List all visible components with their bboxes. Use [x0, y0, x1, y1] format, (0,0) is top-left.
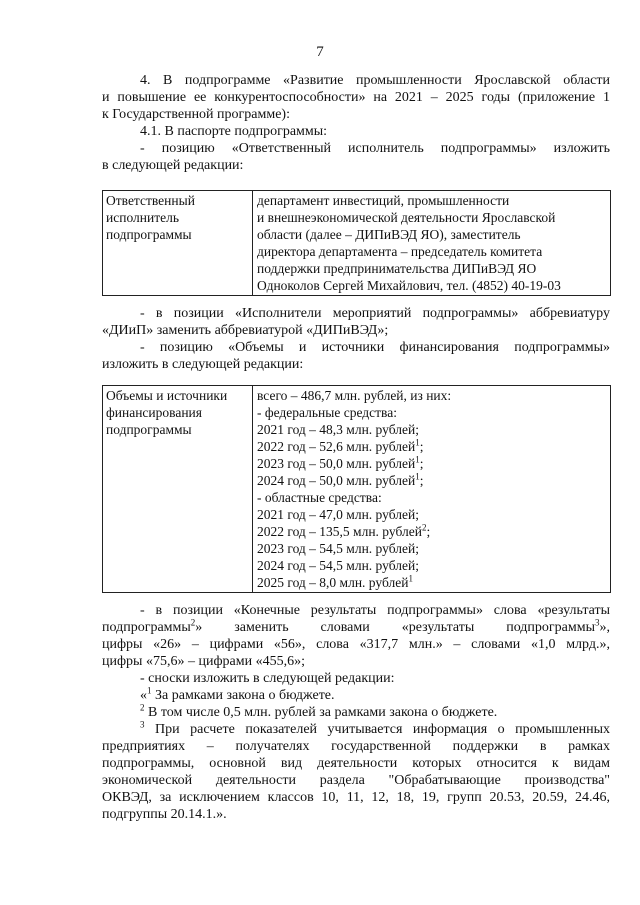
table2-footnote-mark: 1 — [415, 454, 420, 465]
table2-value-text: 2022 год – 135,5 млн. рублей — [257, 524, 422, 539]
table2-value-line — [257, 489, 607, 506]
table2-value-line — [257, 455, 607, 472]
table2-value-text: всего – 486,7 млн. рублей, из них: — [257, 388, 452, 403]
table2-value-line — [257, 472, 607, 489]
responsible-executor-table — [102, 190, 611, 296]
para6-line2c: », — [599, 620, 610, 635]
table1-value-line: области (далее – ДИПиВЭД ЯО), заместитель — [257, 227, 521, 242]
table2-footnote-mark: 1 — [408, 573, 413, 584]
footnote1-prefix: « — [140, 688, 147, 703]
footnote3-sup: 3 — [140, 719, 145, 730]
para4-line2: «ДИиП» заменить аббревиатурой «ДИПиВЭД»; — [102, 323, 389, 338]
para1-line2: и повышение ее конкурентоспособности» на 2021 – 2025 годы (приложение 1 — [102, 90, 610, 105]
table2-value-line — [257, 506, 607, 523]
table1-value-line: поддержки предпринимательства ДИПиВЭД ЯО — [257, 261, 537, 276]
page-number: 7 — [316, 44, 324, 60]
para3-line2: в следующей редакции: — [102, 158, 244, 173]
footnote2-text: В том числе 0,5 млн. рублей за рамками закона о бюджете. — [144, 705, 498, 720]
financing-table — [102, 385, 611, 593]
table2-value-cell — [253, 386, 611, 593]
para6-line1: - в позиции «Конечные результаты подпрограммы» слова «результаты — [140, 603, 610, 618]
footnote-3-line5: ОКВЭД, за исключением классов 10, 11, 12, 18, 19, групп 20.53, 20.59, 24.46, — [102, 790, 610, 805]
table2-value-text: - областные средства: — [257, 490, 382, 505]
para4-line1: - в позиции «Исполнители мероприятий подпрограммы» аббревиатуру — [140, 306, 610, 321]
table2-value-line — [257, 404, 607, 421]
paragraph-executors — [102, 305, 610, 373]
footnote-3-line6: подгруппы 20.14.1.». — [102, 807, 227, 822]
table2-value-text: 2023 год – 50,0 млн. рублей — [257, 456, 416, 471]
table2-footnote-mark: 1 — [415, 437, 420, 448]
footnote-3-line4: экономической деятельности раздела "Обрабатывающие производства" — [102, 773, 610, 788]
table2-value-punct: ; — [419, 439, 424, 454]
table2-value-text: 2021 год – 48,3 млн. рублей; — [257, 422, 419, 437]
para5-line2: изложить в следующей редакции: — [102, 357, 304, 372]
table1-value-line: департамент инвестиций, промышленности — [257, 193, 510, 208]
para6-line2a: подпрограммы — [102, 620, 191, 635]
table2-value-text: 2024 год – 50,0 млн. рублей — [257, 473, 416, 488]
table1-value-line: и внешнеэкономической деятельности Ярославской — [257, 210, 556, 225]
footnote-1 — [102, 687, 610, 704]
paragraph-results — [102, 602, 610, 823]
table2-value-punct: ; — [419, 456, 424, 471]
footnote1-sup: 1 — [147, 685, 152, 696]
para6-line4: цифры «75,6» – цифрами «455,6»; — [102, 654, 305, 669]
table2-value-line — [257, 438, 607, 455]
table2-value-line — [257, 387, 607, 404]
footnote-3-line3: подпрограммы, основной вид деятельности которых относится к видам — [102, 756, 610, 771]
table2-value-punct: ; — [426, 524, 431, 539]
para1-line3: к Государственной программе): — [102, 107, 290, 122]
table2-value-text: 2024 год – 54,5 млн. рублей; — [257, 558, 419, 573]
footnote1-text: За рамками закона о бюджете. — [151, 688, 335, 703]
para6-sup2: 3 — [595, 617, 600, 628]
table2-value-line — [257, 540, 607, 557]
footnote-3-line2: предприятиях – получателях государственной поддержки в рамках — [102, 739, 610, 754]
table1-label-cell — [103, 191, 253, 296]
table2-label-line: Объемы и источники — [106, 388, 228, 403]
para5-line1: - позицию «Объемы и источники финансирования подпрограммы» — [140, 340, 610, 355]
table1-label-line: исполнитель — [106, 210, 179, 225]
table2-label-line: финансирования — [106, 405, 202, 420]
table2-footnote-mark: 2 — [421, 522, 427, 533]
para1-line1: 4. В подпрограмме «Развитие промышленности Ярославской области — [140, 73, 610, 88]
para2-passport: 4.1. В паспорте подпрограммы: — [140, 124, 328, 139]
table1-value-cell — [253, 191, 611, 296]
para7-footnotes-intro: - сноски изложить в следующей редакции: — [140, 671, 395, 686]
para6-line3: цифры «26» – цифрами «56», слова «317,7 млн.» – словами «1,0 млрд.», — [102, 637, 610, 652]
para3-line1: - позицию «Ответственный исполнитель подпрограммы» изложить — [140, 141, 610, 156]
footnote-3-line1 — [102, 721, 610, 738]
table2-value-line — [257, 557, 607, 574]
table2-value-line — [257, 421, 607, 438]
table2-value-text: - федеральные средства: — [257, 405, 397, 420]
footnote3-line1-text: При расчете показателей учитывается информация о промышленных — [144, 722, 610, 737]
paragraph-subprogram-intro — [102, 72, 610, 174]
table2-footnote-mark: 1 — [415, 471, 420, 482]
table1-value-line: директора департамента – председатель комитета — [257, 244, 543, 259]
table2-label-cell — [103, 386, 253, 593]
para6-line2b: » заменить словами «результаты подпрограммы — [195, 620, 595, 635]
table2-value-text: 2021 год – 47,0 млн. рублей; — [257, 507, 419, 522]
table2-value-line — [257, 523, 607, 540]
table2-value-text: 2025 год – 8,0 млн. рублей — [257, 575, 409, 590]
table2-value-text: 2022 год – 52,6 млн. рублей — [257, 439, 416, 454]
table1-value-line: Одноколов Сергей Михайлович, тел. (4852) 40-19-03 — [257, 278, 561, 293]
table2-value-line — [257, 574, 607, 591]
table1-label-line: подпрограммы — [106, 227, 192, 242]
footnote-2 — [102, 704, 610, 721]
table2-value-punct: ; — [419, 473, 424, 488]
table2-value-text: 2023 год – 54,5 млн. рублей; — [257, 541, 419, 556]
para6-sup1: 2 — [190, 617, 196, 628]
para6-line2 — [102, 619, 610, 636]
footnote2-sup: 2 — [140, 702, 145, 713]
table1-label-line: Ответственный — [106, 193, 195, 208]
table2-label-line: подпрограммы — [106, 422, 192, 437]
